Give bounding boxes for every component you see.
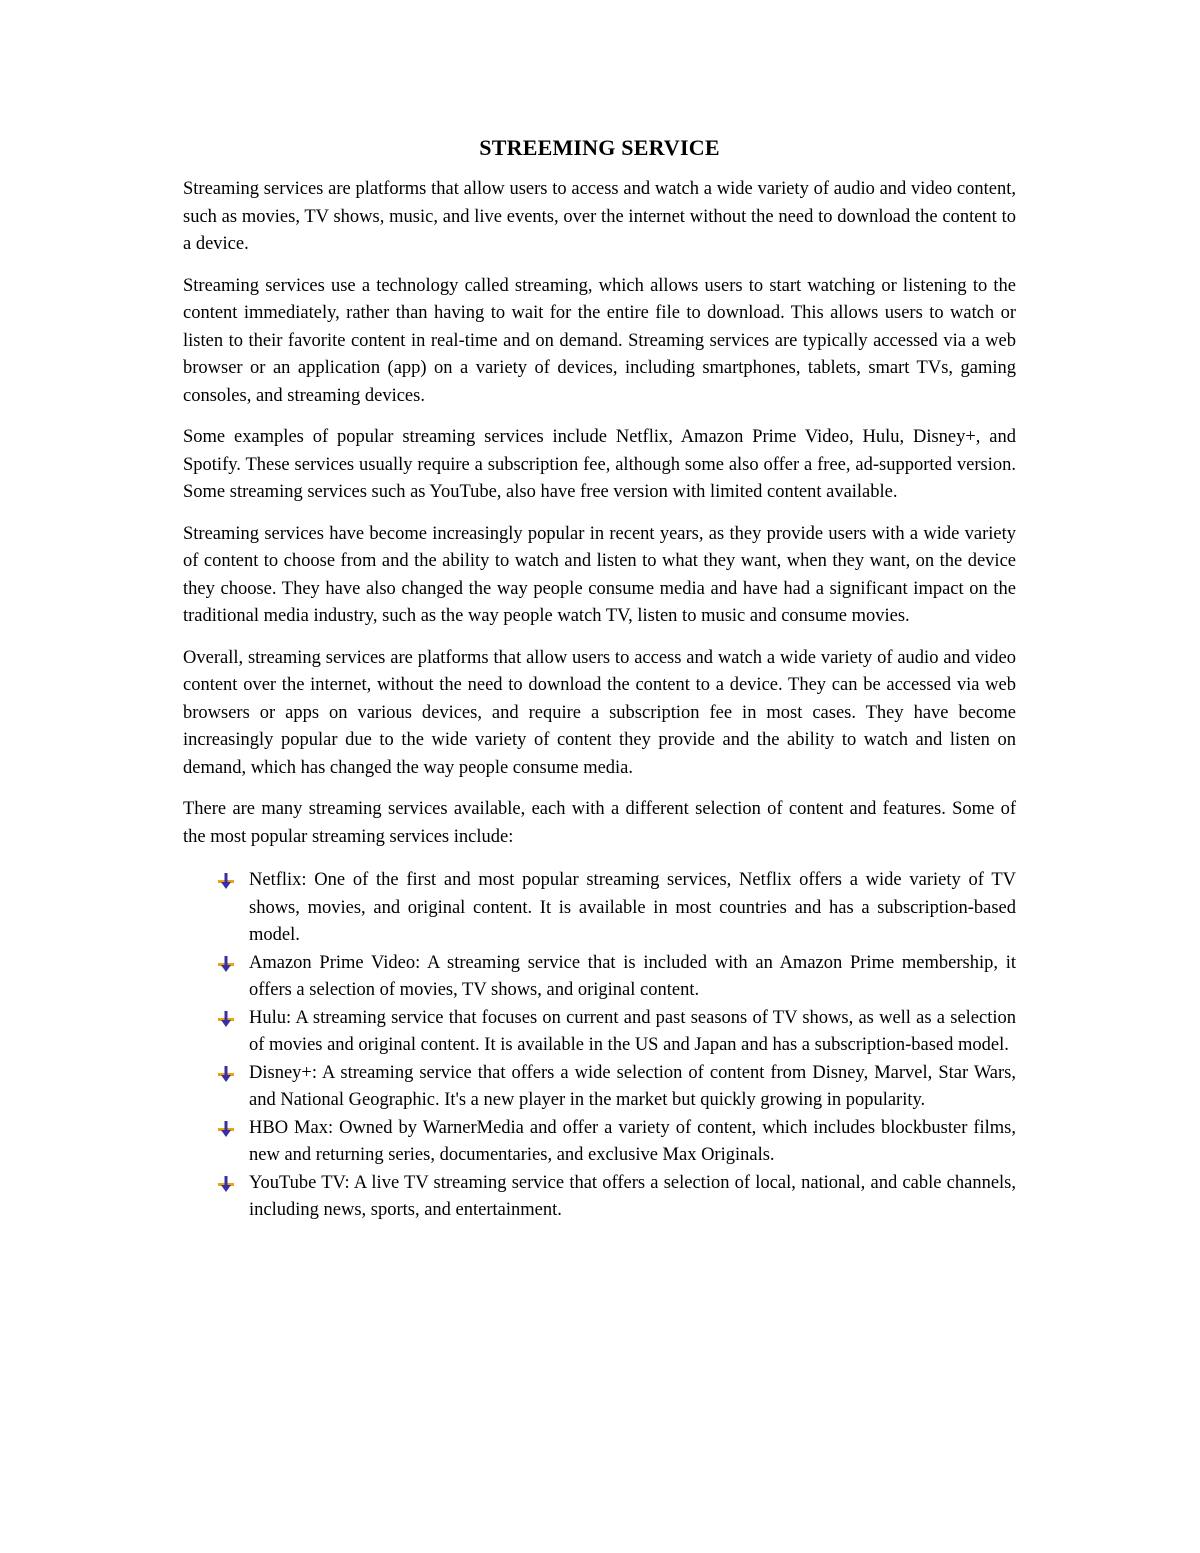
paragraph-examples: Some examples of popular streaming services include Netflix, Amazon Prime Video, Hulu, Disney+, and Spotify. These services usually require a subscription fee, although some also offer a free, ad-supported version. Some streaming services such as YouTube, also have free version with limited content available. <box>183 427 1016 502</box>
list-item-text: Amazon Prime Video: A streaming service that is included with an Amazon Prime membership, it offers a selection of movies, TV shows, and original content. <box>249 952 1016 1000</box>
document-title: STREEMING SERVICE <box>479 135 720 160</box>
paragraph-overall: Overall, streaming services are platforms that allow users to access and watch a wide variety of audio and video content over the internet, without the need to download the content to a device. They can be accessed via web browsers or apps on various devices, and require a subscription fee in most cases. They have become increasingly popular due to the wide variety of content they provide and the ability to watch and listen on demand, which has changed the way people consume media. <box>183 647 1016 778</box>
list-item-text: Netflix: One of the first and most popular streaming services, Netflix offers a wide variety of TV shows, movies, and original content. It is available in most countries and has a subscription-based model. <box>249 870 1016 945</box>
paragraph-intro: Streaming services are platforms that allow users to access and watch a wide variety of audio and video content, such as movies, TV shows, music, and live events, over the internet without the need to download the content to a device. <box>183 179 1016 254</box>
arrow-down-bullet-icon <box>217 1065 235 1083</box>
list-item <box>183 1115 1016 1170</box>
list-item-text: Disney+: A streaming service that offers a wide selection of content from Disney, Marvel, Star Wars, and National Geographic. It's a new player in the market but quickly growing in popularity. <box>249 1062 1016 1110</box>
list-item <box>183 1170 1016 1225</box>
services-list <box>183 867 1016 1225</box>
document-page <box>183 132 1016 1225</box>
list-item-text: YouTube TV: A live TV streaming service that offers a selection of local, national, and cable channels, including news, sports, and entertainment. <box>249 1172 1016 1220</box>
list-item <box>183 1060 1016 1115</box>
arrow-down-bullet-icon <box>217 955 235 973</box>
paragraph-technology: Streaming services use a technology called streaming, which allows users to start watching or listening to the content immediately, rather than having to wait for the entire file to download. This allows users to watch or listen to their favorite content in real-time and on demand. Streaming services are typically accessed via a web browser or an application (app) on a variety of devices, including smartphones, tablets, smart TVs, gaming consoles, and streaming devices. <box>183 275 1016 406</box>
arrow-down-bullet-icon <box>217 872 235 890</box>
list-item-text: Hulu: A streaming service that focuses on current and past seasons of TV shows, as well as a selection of movies and original content. It is available in the US and Japan and has a subscription-based model. <box>249 1007 1016 1055</box>
list-item-text: HBO Max: Owned by WarnerMedia and offer a variety of content, which includes blockbuster films, new and returning series, documentaries, and exclusive Max Originals. <box>249 1117 1016 1165</box>
paragraph-popularity: Streaming services have become increasingly popular in recent years, as they provide users with a wide variety of content to choose from and the ability to watch and listen to what they want, when they want, on the device they choose. They have also changed the way people consume media and have had a significant impact on the traditional media industry, such as the way people watch TV, listen to music and consume movies. <box>183 523 1016 626</box>
list-item <box>183 867 1016 950</box>
arrow-down-bullet-icon <box>217 1120 235 1138</box>
arrow-down-bullet-icon <box>217 1010 235 1028</box>
arrow-down-bullet-icon <box>217 1175 235 1193</box>
list-item <box>183 950 1016 1005</box>
paragraph-list-intro: There are many streaming services available, each with a different selection of content and features. Some of the most popular streaming services include: <box>183 799 1016 847</box>
list-item <box>183 1005 1016 1060</box>
